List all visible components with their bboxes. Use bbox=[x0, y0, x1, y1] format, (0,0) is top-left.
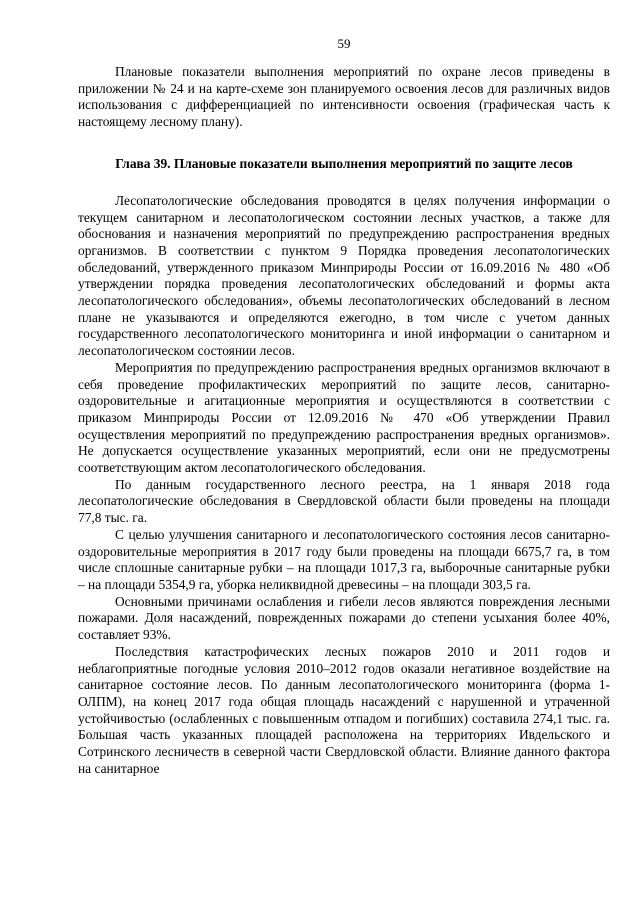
body-paragraph: Последствия катастрофических лесных пожаров 2010 и 2011 годов и неблагоприятные погодные условия 2010–2012 годов оказали негативное воздействие на санитарное состояние лесов. По данным лесопатологического мониторинга (форма 1-ОЛПМ), на конец 2017 года общая площадь насаждений с нарушенной и утраченной устойчивостью (ослабленных с повышенным отпадом и погибших) составила 274,1 тыс. га. Большая часть указанных площадей расположена на территориях Ивдельского и Сотринского лесничеств в северной части Свердловской области. Влияние данного фактора на санитарное bbox=[78, 643, 610, 776]
document-page bbox=[78, 36, 610, 777]
body-paragraph: Основными причинами ослабления и гибели лесов являются повреждения лесными пожарами. Доля насаждений, поврежденных пожарами до степени усыхания более 40%, составляет 93%. bbox=[78, 593, 610, 643]
chapter-title: Глава 39. Плановые показатели выполнения мероприятий по защите лесов bbox=[115, 155, 573, 171]
body-paragraph: Лесопатологические обследования проводятся в целях получения информации о текущем санитарном и лесопатологическом состоянии лесных участков, а также для обоснования и назначения мероприятий по предупреждению распространения вредных организмов. В соответствии с пунктом 9 Порядка проведения лесопатологических обследований, утвержденного приказом Минприроды России от 16.09.2016 № 480 «Об утверждении порядка проведения лесопатологических обследований и формы акта лесопатологического обследования», объемы лесопатологических обследований в лесном плане не указываются и определяются ежегодно, в том числе с учетом данных государственного лесопатологического мониторинга и иной информации о санитарном и лесопатологическом состоянии лесов. bbox=[78, 192, 610, 359]
body-paragraph: Мероприятия по предупреждению распространения вредных организмов включают в себя проведение профилактических мероприятий по защите лесов, санитарно-оздоровительные и агитационные мероприятия и осуществляются в соответствии с приказом Минприроды России от 12.09.2016 № 470 «Об утверждении Правил осуществления мероприятий по предупреждению распространения вредных организмов». Не допускается осуществление указанных мероприятий, если они не предусмотрены соответствующим актом лесопатологического обследования. bbox=[78, 359, 610, 476]
body-paragraph: По данным государственного лесного реестра, на 1 января 2018 года лесопатологические обследования в Свердловской области были проведены на площади 77,8 тыс. га. bbox=[78, 476, 610, 526]
intro-paragraph: Плановые показатели выполнения мероприятий по охране лесов приведены в приложении № 24 и на карте-схеме зон планируемого освоения лесов для различных видов использования с дифференциацией по интенсивности освоения (графическая часть к настоящему лесному плану). bbox=[78, 64, 610, 130]
page-number: 59 bbox=[337, 36, 351, 51]
body-paragraph: С целью улучшения санитарного и лесопатологического состояния лесов санитарно-оздоровительные мероприятия в 2017 году были проведены на площади 6675,7 га, в том числе сплошные санитарные рубки – на площади 1017,3 га, выборочные санитарные рубки – на площади 5354,9 га, уборка неликвидной древесины – на площади 303,5 га. bbox=[78, 526, 610, 592]
